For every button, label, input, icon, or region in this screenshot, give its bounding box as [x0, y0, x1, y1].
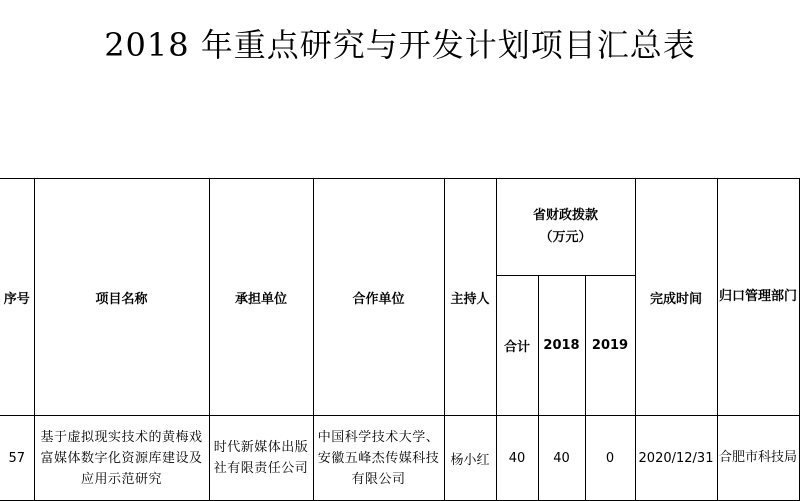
header-2018: 2018 [538, 276, 585, 416]
cell-seq: 57 [0, 416, 34, 501]
header-dept: 归口管理部门 [717, 179, 799, 416]
cell-total: 40 [496, 416, 538, 501]
project-table [0, 178, 800, 501]
header-total: 合计 [496, 276, 538, 416]
header-funding-group [496, 179, 635, 276]
header-host: 主持人 [444, 179, 496, 416]
cell-2019: 0 [585, 416, 635, 501]
cell-partner: 中国科学技术大学、安徽五峰杰传媒科技有限公司 [313, 416, 444, 501]
header-partner: 合作单位 [313, 179, 444, 416]
cell-undertaker: 时代新媒体出版社有限责任公司 [209, 416, 313, 501]
cell-host: 杨小红 [444, 416, 496, 501]
cell-2018: 40 [538, 416, 585, 501]
page-title: 2018 年重点研究与开发计划项目汇总表 [104, 26, 696, 64]
cell-project-name: 基于虚拟现实技术的黄梅戏富媒体数字化资源库建设及应用示范研究 [34, 416, 209, 501]
header-2019: 2019 [585, 276, 635, 416]
header-funding-label: 省财政拨款 [532, 208, 598, 223]
header-project-name: 项目名称 [34, 179, 209, 416]
header-completion: 完成时间 [635, 179, 717, 416]
header-seq: 序号 [0, 179, 34, 416]
header-funding-unit: （万元） [539, 230, 592, 245]
header-undertaker: 承担单位 [209, 179, 313, 416]
table-row [0, 416, 799, 501]
cell-completion: 2020/12/31 [635, 416, 717, 501]
cell-dept: 合肥市科技局 [717, 416, 799, 501]
